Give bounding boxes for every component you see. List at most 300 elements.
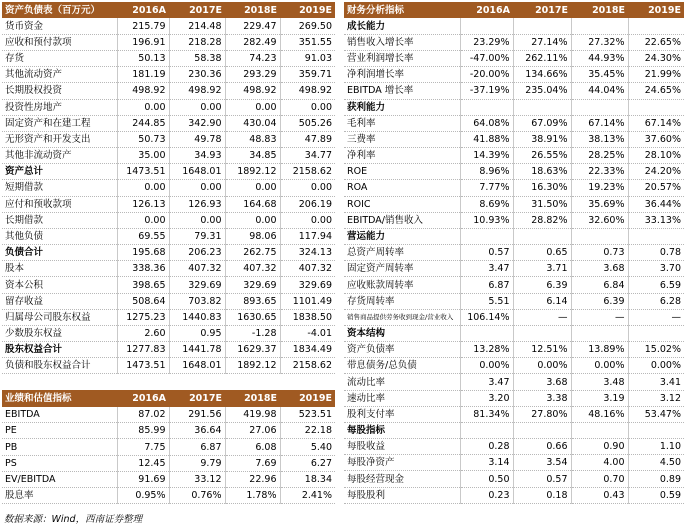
- cell-value: 498.92: [225, 83, 280, 99]
- cell-value: 1.10: [628, 439, 684, 455]
- cell-value: 407.32: [280, 261, 335, 277]
- cell-value: 505.26: [280, 115, 335, 131]
- cell-value: 3.68: [513, 374, 571, 390]
- cell-value: [513, 422, 571, 438]
- cell-value: 44.93%: [571, 51, 628, 67]
- ratio-row: [344, 309, 684, 325]
- cell-value: 49.78: [169, 131, 225, 147]
- row-label: 其他流动资产: [2, 67, 117, 83]
- row-label: 每股指标: [344, 422, 460, 438]
- ratio-row: [344, 18, 684, 34]
- cell-value: [513, 18, 571, 34]
- ratio-row: [344, 115, 684, 131]
- cell-value: 3.47: [460, 261, 513, 277]
- year-header: 2018E: [225, 390, 280, 406]
- cell-value: 0.00%: [571, 358, 628, 374]
- row-label: 负债和股东权益合计: [2, 358, 117, 374]
- cell-value: 2.60: [117, 325, 169, 341]
- row-label: 销售商品提供劳务收到现金/营业收入: [344, 309, 460, 325]
- cell-value: 38.13%: [571, 131, 628, 147]
- cell-value: [513, 228, 571, 244]
- row-label: 存货周转率: [344, 293, 460, 309]
- cell-value: 22.18: [280, 423, 335, 439]
- cell-value: [571, 422, 628, 438]
- balance-sheet-row: [2, 342, 335, 358]
- cell-value: 1.78%: [225, 487, 280, 503]
- cell-value: 0.66: [513, 439, 571, 455]
- cell-value: 117.94: [280, 228, 335, 244]
- cell-value: 230.36: [169, 67, 225, 83]
- cell-value: 37.60%: [628, 131, 684, 147]
- cell-value: 22.33%: [571, 164, 628, 180]
- row-label: 货币资金: [2, 18, 117, 34]
- balance-sheet-row: [2, 277, 335, 293]
- cell-value: 41.88%: [460, 131, 513, 147]
- year-header: 2018E: [225, 2, 280, 18]
- ratio-row: [344, 325, 684, 341]
- row-label: 营业利润增长率: [344, 51, 460, 67]
- cell-value: 0.00: [225, 99, 280, 115]
- cell-value: [628, 99, 684, 115]
- cell-value: 33.13%: [628, 212, 684, 228]
- cell-value: 34.93: [169, 148, 225, 164]
- ratio-row: [344, 293, 684, 309]
- cell-value: 6.08: [225, 439, 280, 455]
- cell-value: 1440.83: [169, 309, 225, 325]
- cell-value: 0.00: [225, 180, 280, 196]
- cell-value: 0.00: [280, 180, 335, 196]
- year-header: 2017E: [513, 2, 571, 18]
- ratio-row: [344, 212, 684, 228]
- row-label: PB: [2, 439, 117, 455]
- row-label: 固定资产和在建工程: [2, 115, 117, 131]
- cell-value: —: [628, 309, 684, 325]
- cell-value: 1648.01: [169, 164, 225, 180]
- ratio-row: [344, 390, 684, 406]
- row-label: 股本: [2, 261, 117, 277]
- year-header: 2016A: [117, 390, 169, 406]
- balance-sheet-row: [2, 18, 335, 34]
- cell-value: 47.89: [280, 131, 335, 147]
- ratio-row: [344, 245, 684, 261]
- cell-value: 34.85: [225, 148, 280, 164]
- cell-value: 0.00: [117, 212, 169, 228]
- cell-value: 1629.37: [225, 342, 280, 358]
- row-label: 长期借款: [2, 212, 117, 228]
- cell-value: 1441.78: [169, 342, 225, 358]
- cell-value: -20.00%: [460, 67, 513, 83]
- cell-value: 703.82: [169, 293, 225, 309]
- cell-value: 16.30%: [513, 180, 571, 196]
- row-label: EBITDA: [2, 407, 117, 423]
- cell-value: 6.59: [628, 277, 684, 293]
- cell-value: 430.04: [225, 115, 280, 131]
- row-label: 其他非流动资产: [2, 148, 117, 164]
- cell-value: 98.06: [225, 228, 280, 244]
- cell-value: 215.79: [117, 18, 169, 34]
- balance-sheet-row: [2, 325, 335, 341]
- cell-value: 0.70: [571, 471, 628, 487]
- cell-value: 0.00: [117, 99, 169, 115]
- row-label: EV/EBITDA: [2, 471, 117, 487]
- cell-value: 85.99: [117, 423, 169, 439]
- valuation-table: [2, 390, 335, 504]
- cell-value: 0.00: [169, 180, 225, 196]
- cell-value: 0.59: [628, 487, 684, 503]
- cell-value: 7.69: [225, 455, 280, 471]
- year-header: 2019E: [280, 2, 335, 18]
- cell-value: 1473.51: [117, 358, 169, 374]
- cell-value: 3.47: [460, 374, 513, 390]
- cell-value: 1838.50: [280, 309, 335, 325]
- cell-value: 1892.12: [225, 164, 280, 180]
- cell-value: 282.49: [225, 34, 280, 50]
- table-header-row: [2, 390, 335, 406]
- cell-value: 13.28%: [460, 342, 513, 358]
- valuation-row: [2, 439, 335, 455]
- cell-value: 3.19: [571, 390, 628, 406]
- row-label: ROE: [344, 164, 460, 180]
- cell-value: 69.55: [117, 228, 169, 244]
- cell-value: [571, 18, 628, 34]
- cell-value: 0.76%: [169, 487, 225, 503]
- row-label: 资本公积: [2, 277, 117, 293]
- balance-sheet-table: [2, 2, 335, 374]
- row-label: 每股收益: [344, 439, 460, 455]
- cell-value: [513, 325, 571, 341]
- ratio-row: [344, 406, 684, 422]
- cell-value: 0.89: [628, 471, 684, 487]
- cell-value: 64.08%: [460, 115, 513, 131]
- cell-value: 22.96: [225, 471, 280, 487]
- row-label: PE: [2, 423, 117, 439]
- ratio-row: [344, 67, 684, 83]
- cell-value: 229.47: [225, 18, 280, 34]
- cell-value: 24.20%: [628, 164, 684, 180]
- cell-value: 244.85: [117, 115, 169, 131]
- cell-value: 6.27: [280, 455, 335, 471]
- cell-value: 32.60%: [571, 212, 628, 228]
- cell-value: 329.69: [169, 277, 225, 293]
- balance-sheet-row: [2, 131, 335, 147]
- cell-value: 31.50%: [513, 196, 571, 212]
- cell-value: 27.06: [225, 423, 280, 439]
- row-label: 应收和预付款项: [2, 34, 117, 50]
- table-title: 业绩和估值指标: [2, 390, 117, 406]
- cell-value: [460, 325, 513, 341]
- valuation-row: [2, 471, 335, 487]
- balance-sheet-row: [2, 67, 335, 83]
- left-panel: [2, 2, 335, 504]
- cell-value: 235.04%: [513, 83, 571, 99]
- row-label: 无形资产和开发支出: [2, 131, 117, 147]
- cell-value: 1473.51: [117, 164, 169, 180]
- row-label: 资产负债率: [344, 342, 460, 358]
- row-label: 留存收益: [2, 293, 117, 309]
- cell-value: 4.00: [571, 455, 628, 471]
- cell-value: 262.11%: [513, 51, 571, 67]
- cell-value: 2158.62: [280, 164, 335, 180]
- cell-value: 1275.23: [117, 309, 169, 325]
- ratio-row: [344, 131, 684, 147]
- row-label: 归属母公司股东权益: [2, 309, 117, 325]
- cell-value: 126.93: [169, 196, 225, 212]
- cell-value: [571, 99, 628, 115]
- cell-value: 91.03: [280, 51, 335, 67]
- cell-value: 24.30%: [628, 51, 684, 67]
- cell-value: 291.56: [169, 407, 225, 423]
- cell-value: 338.36: [117, 261, 169, 277]
- ratio-row: [344, 471, 684, 487]
- cell-value: [628, 422, 684, 438]
- cell-value: 0.00: [225, 212, 280, 228]
- cell-value: 3.12: [628, 390, 684, 406]
- ratio-row: [344, 439, 684, 455]
- cell-value: 7.77%: [460, 180, 513, 196]
- ratio-row: [344, 261, 684, 277]
- cell-value: 50.13: [117, 51, 169, 67]
- cell-value: 58.38: [169, 51, 225, 67]
- cell-value: 1277.83: [117, 342, 169, 358]
- balance-sheet-row: [2, 34, 335, 50]
- row-label: 投资性房地产: [2, 99, 117, 115]
- balance-sheet-row: [2, 293, 335, 309]
- right-panel: [344, 2, 684, 504]
- cell-value: 3.14: [460, 455, 513, 471]
- cell-value: 27.80%: [513, 406, 571, 422]
- cell-value: —: [513, 309, 571, 325]
- cell-value: 28.10%: [628, 148, 684, 164]
- financial-ratios-table: [344, 2, 684, 504]
- cell-value: 0.00: [280, 99, 335, 115]
- table-title: 资产负债表（百万元）: [2, 2, 117, 18]
- ratio-row: [344, 180, 684, 196]
- cell-value: 6.39: [571, 293, 628, 309]
- cell-value: 3.70: [628, 261, 684, 277]
- ratio-row: [344, 34, 684, 50]
- cell-value: 0.00%: [628, 358, 684, 374]
- cell-value: 36.64: [169, 423, 225, 439]
- row-label: 净利润增长率: [344, 67, 460, 83]
- row-label: 资产总计: [2, 164, 117, 180]
- ratio-row: [344, 148, 684, 164]
- valuation-row: [2, 487, 335, 503]
- cell-value: 0.18: [513, 487, 571, 503]
- row-label: 长期股权投资: [2, 83, 117, 99]
- cell-value: 23.29%: [460, 34, 513, 50]
- row-label: 其他负债: [2, 228, 117, 244]
- cell-value: 398.65: [117, 277, 169, 293]
- cell-value: 0.90: [571, 439, 628, 455]
- cell-value: 53.47%: [628, 406, 684, 422]
- cell-value: 1892.12: [225, 358, 280, 374]
- cell-value: 27.32%: [571, 34, 628, 50]
- balance-sheet-row: [2, 196, 335, 212]
- cell-value: 20.57%: [628, 180, 684, 196]
- cell-value: 218.28: [169, 34, 225, 50]
- cell-value: 50.73: [117, 131, 169, 147]
- row-label: 每股经营现金: [344, 471, 460, 487]
- cell-value: 1101.49: [280, 293, 335, 309]
- cell-value: 44.04%: [571, 83, 628, 99]
- cell-value: 1834.49: [280, 342, 335, 358]
- cell-value: 1630.65: [225, 309, 280, 325]
- row-label: 股利支付率: [344, 406, 460, 422]
- cell-value: 2158.62: [280, 358, 335, 374]
- cell-value: 3.20: [460, 390, 513, 406]
- ratio-row: [344, 422, 684, 438]
- cell-value: -37.19%: [460, 83, 513, 99]
- cell-value: [628, 228, 684, 244]
- cell-value: 5.51: [460, 293, 513, 309]
- cell-value: —: [571, 309, 628, 325]
- cell-value: 0.28: [460, 439, 513, 455]
- cell-value: 67.14%: [628, 115, 684, 131]
- cell-value: 0.00: [280, 212, 335, 228]
- cell-value: -1.28: [225, 325, 280, 341]
- ratio-row: [344, 277, 684, 293]
- row-label: 股息率: [2, 487, 117, 503]
- cell-value: 12.45: [117, 455, 169, 471]
- cell-value: 293.29: [225, 67, 280, 83]
- cell-value: 0.95%: [117, 487, 169, 503]
- cell-value: 91.69: [117, 471, 169, 487]
- cell-value: 6.28: [628, 293, 684, 309]
- cell-value: -4.01: [280, 325, 335, 341]
- ratio-row: [344, 51, 684, 67]
- cell-value: 498.92: [280, 83, 335, 99]
- balance-sheet-row: [2, 164, 335, 180]
- cell-value: 196.91: [117, 34, 169, 50]
- cell-value: 262.75: [225, 245, 280, 261]
- cell-value: -47.00%: [460, 51, 513, 67]
- cell-value: 2.41%: [280, 487, 335, 503]
- cell-value: [460, 18, 513, 34]
- cell-value: 6.39: [513, 277, 571, 293]
- cell-value: 28.82%: [513, 212, 571, 228]
- row-label: 资本结构: [344, 325, 460, 341]
- cell-value: 8.96%: [460, 164, 513, 180]
- row-label: 股东权益合计: [2, 342, 117, 358]
- data-source-note: 数据来源：Wind，西南证券整理: [4, 514, 143, 525]
- cell-value: 3.68: [571, 261, 628, 277]
- cell-value: 1648.01: [169, 358, 225, 374]
- cell-value: 28.25%: [571, 148, 628, 164]
- cell-value: 206.19: [280, 196, 335, 212]
- balance-sheet-row: [2, 180, 335, 196]
- cell-value: 3.41: [628, 374, 684, 390]
- cell-value: 4.50: [628, 455, 684, 471]
- cell-value: 329.69: [280, 277, 335, 293]
- cell-value: 12.51%: [513, 342, 571, 358]
- cell-value: 74.23: [225, 51, 280, 67]
- cell-value: 67.14%: [571, 115, 628, 131]
- cell-value: 18.34: [280, 471, 335, 487]
- row-label: 流动比率: [344, 374, 460, 390]
- cell-value: 0.73: [571, 245, 628, 261]
- cell-value: [513, 99, 571, 115]
- cell-value: 10.93%: [460, 212, 513, 228]
- cell-value: 0.95: [169, 325, 225, 341]
- cell-value: 38.91%: [513, 131, 571, 147]
- row-label: 每股净资产: [344, 455, 460, 471]
- year-header: 2018E: [571, 2, 628, 18]
- cell-value: 106.14%: [460, 309, 513, 325]
- cell-value: 67.09%: [513, 115, 571, 131]
- row-label: 存货: [2, 51, 117, 67]
- cell-value: 0.00: [117, 180, 169, 196]
- cell-value: 5.40: [280, 439, 335, 455]
- cell-value: 498.92: [169, 83, 225, 99]
- cell-value: 3.48: [571, 374, 628, 390]
- cell-value: 14.39%: [460, 148, 513, 164]
- cell-value: 13.89%: [571, 342, 628, 358]
- cell-value: 893.65: [225, 293, 280, 309]
- cell-value: 15.02%: [628, 342, 684, 358]
- cell-value: 0.43: [571, 487, 628, 503]
- ratio-row: [344, 455, 684, 471]
- cell-value: 21.99%: [628, 67, 684, 83]
- cell-value: 214.48: [169, 18, 225, 34]
- cell-value: 79.31: [169, 228, 225, 244]
- balance-sheet-row: [2, 83, 335, 99]
- cell-value: 0.00: [169, 212, 225, 228]
- cell-value: 7.75: [117, 439, 169, 455]
- cell-value: 8.69%: [460, 196, 513, 212]
- year-header: 2019E: [280, 390, 335, 406]
- row-label: EBITDA/销售收入: [344, 212, 460, 228]
- balance-sheet-row: [2, 245, 335, 261]
- cell-value: 126.13: [117, 196, 169, 212]
- cell-value: [460, 228, 513, 244]
- row-label: 固定资产周转率: [344, 261, 460, 277]
- year-header: 2017E: [169, 390, 225, 406]
- table-header-row: [344, 2, 684, 18]
- ratio-row: [344, 99, 684, 115]
- year-header: 2016A: [117, 2, 169, 18]
- balance-sheet-row: [2, 99, 335, 115]
- cell-value: 26.55%: [513, 148, 571, 164]
- cell-value: 359.71: [280, 67, 335, 83]
- ratio-row: [344, 487, 684, 503]
- cell-value: 22.65%: [628, 34, 684, 50]
- row-label: 净利率: [344, 148, 460, 164]
- cell-value: 0.57: [513, 471, 571, 487]
- cell-value: 27.14%: [513, 34, 571, 50]
- cell-value: 48.16%: [571, 406, 628, 422]
- row-label: 获利能力: [344, 99, 460, 115]
- cell-value: 181.19: [117, 67, 169, 83]
- cell-value: 523.51: [280, 407, 335, 423]
- cell-value: 0.78: [628, 245, 684, 261]
- balance-sheet-row: [2, 309, 335, 325]
- cell-value: 35.45%: [571, 67, 628, 83]
- row-label: 总资产周转率: [344, 245, 460, 261]
- cell-value: 81.34%: [460, 406, 513, 422]
- ratio-row: [344, 83, 684, 99]
- cell-value: [460, 99, 513, 115]
- cell-value: 342.90: [169, 115, 225, 131]
- ratio-row: [344, 358, 684, 374]
- cell-value: 6.14: [513, 293, 571, 309]
- cell-value: 34.77: [280, 148, 335, 164]
- cell-value: 87.02: [117, 407, 169, 423]
- year-header: 2017E: [169, 2, 225, 18]
- cell-value: [571, 325, 628, 341]
- cell-value: 0.23: [460, 487, 513, 503]
- row-label: 速动比率: [344, 390, 460, 406]
- cell-value: 24.65%: [628, 83, 684, 99]
